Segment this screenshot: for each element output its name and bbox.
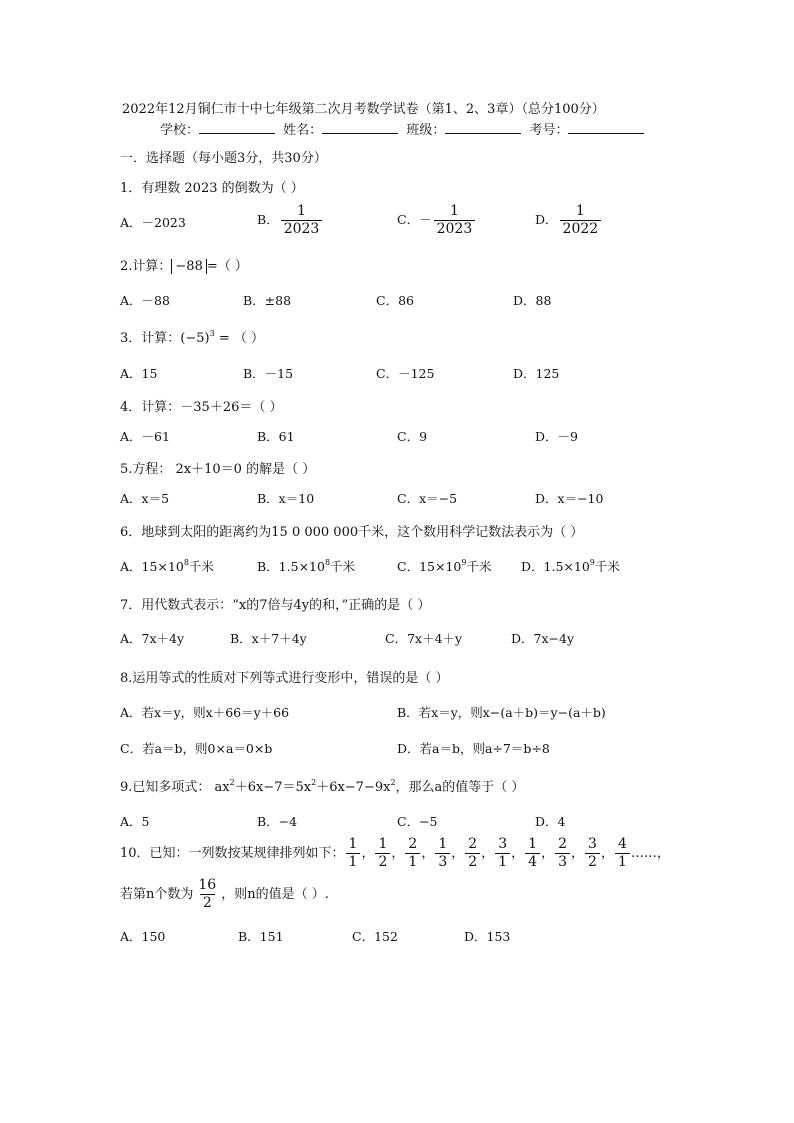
q4-option-c: C．9	[397, 429, 428, 444]
stem-text: 若第n个数为	[120, 887, 194, 902]
q8-option-c: C．若a＝b，则0×a＝0×b	[120, 741, 273, 756]
q9-option-c: C．−5	[397, 814, 438, 829]
fraction	[281, 203, 323, 238]
denominator: 3	[435, 853, 450, 871]
numerator: 16	[198, 877, 217, 893]
unit: 千米	[330, 559, 356, 574]
stem-text: 10．已知：一列数按某规律排列如下：	[120, 846, 345, 861]
q8-option-d: D．若a＝b，则a÷7＝b÷8	[397, 741, 550, 756]
q1-option-c	[397, 203, 477, 238]
q7-option-d: D．7x−4y	[511, 631, 575, 646]
sequence-fraction	[585, 836, 600, 871]
numerator: 4	[617, 836, 627, 852]
target-fraction	[195, 877, 219, 912]
question-6: 6．地球到太阳的距离约为15 0 000 000千米，这个数用科学记数法表示为（ ）	[120, 525, 584, 540]
question-10-line2	[120, 877, 329, 912]
denominator: 1	[405, 853, 420, 871]
q3-option-b: B．－15	[243, 366, 294, 381]
denominator: 2	[200, 894, 215, 912]
question-3	[120, 327, 264, 346]
question-10	[120, 836, 670, 871]
q7-option-b: B．x＋7＋4y	[230, 631, 307, 646]
question-2	[120, 255, 248, 274]
ellipsis: ……，	[630, 846, 670, 861]
power-base: (−5)	[180, 331, 210, 346]
exponent: 8	[183, 558, 189, 567]
option-text: C．15×10	[397, 559, 462, 574]
option-label: A．	[120, 215, 142, 230]
separator: ，	[391, 846, 405, 861]
exam-title: 2022年12月铜仁市十中七年级第二次月考数学试卷（第1、2、3章）（总分100分）	[122, 102, 605, 117]
class-label: 班级：	[406, 123, 446, 138]
student-info-line	[160, 119, 648, 138]
exponent: 3	[209, 329, 215, 338]
school-label: 学校：	[160, 123, 200, 138]
absolute-value: −88	[171, 259, 206, 274]
numerator: 2	[558, 836, 568, 852]
sequence-fraction	[405, 836, 420, 871]
numerator: 1	[575, 203, 585, 219]
q7-option-a: A．7x＋4y	[120, 631, 185, 646]
q3-option-c: C．－125	[376, 366, 435, 381]
section-title: 一．选择题（每小题3分，共30分）	[120, 151, 327, 166]
q5-option-a: A．x＝5	[120, 491, 170, 506]
denominator: 2	[585, 853, 600, 871]
q6-option-a	[120, 557, 214, 575]
fraction	[434, 203, 476, 238]
exponent: 2	[229, 778, 235, 787]
q3-option-a: A．15	[120, 366, 158, 381]
q6-option-d	[521, 557, 620, 575]
question-5: 5.方程： 2x＋10＝0 的解是（ ）	[120, 462, 316, 477]
q3-option-d: D．125	[513, 366, 560, 381]
separator: ，	[541, 846, 555, 861]
sequence-fraction	[495, 836, 510, 871]
stem-text: ＋6x−7−9x	[316, 780, 391, 795]
question-8: 8.运用等式的性质对下列等式进行变形中，错误的是（ ）	[120, 671, 449, 686]
q8-option-a: A．若x＝y，则x＋66＝y＋66	[120, 705, 290, 720]
q1-option-b	[257, 203, 324, 238]
exam-no-blank[interactable]	[568, 121, 644, 134]
numerator: 1	[297, 203, 306, 219]
unit: 千米	[466, 559, 492, 574]
separator: ，	[511, 846, 525, 861]
separator: ，	[600, 846, 614, 861]
q1-option-d	[535, 203, 603, 238]
sequence-fraction	[435, 836, 450, 871]
denominator: 2	[375, 853, 390, 871]
option-label: B．	[257, 212, 279, 227]
sequence-fraction	[555, 836, 570, 871]
denominator: 3	[555, 853, 570, 871]
denominator: 1	[495, 853, 510, 871]
separator: ，	[361, 846, 375, 861]
stem-text: 3．计算：	[120, 331, 181, 346]
q6-option-c	[397, 557, 491, 575]
stem-text: = （ ）	[214, 331, 264, 346]
name-label: 姓名：	[283, 123, 323, 138]
denominator: 2	[465, 853, 480, 871]
class-blank[interactable]	[445, 121, 521, 134]
denominator: 1	[346, 853, 361, 871]
stem-text: ，则n的值是（ ）.	[221, 887, 329, 902]
exponent: 9	[461, 558, 467, 567]
sequence-fraction	[465, 836, 480, 871]
option-text: A．15×10	[120, 559, 184, 574]
exponent: 8	[324, 558, 331, 567]
school-blank[interactable]	[199, 121, 275, 134]
q10-option-c: C．152	[352, 929, 398, 944]
q4-option-d: D．－9	[535, 429, 578, 444]
q2-option-b: B．±88	[243, 293, 292, 308]
exponent: 9	[589, 558, 595, 567]
q10-option-b: B．151	[238, 929, 284, 944]
q9-option-b: B．−4	[257, 814, 298, 829]
exponent: 2	[390, 778, 396, 787]
question-1: 1．有理数 2023 的倒数为（ ）	[120, 181, 304, 196]
q9-option-d: D．4	[535, 814, 566, 829]
separator: ，	[421, 846, 435, 861]
q2-option-d: D．88	[513, 293, 552, 308]
unit: 千米	[594, 559, 620, 574]
stem-text: ＋6x−7＝5x	[234, 780, 312, 795]
denominator: 2023	[434, 220, 476, 238]
option-text: D．1.5×10	[521, 559, 590, 574]
unit: 千米	[188, 559, 214, 574]
q10-option-a: A．150	[120, 929, 166, 944]
sequence-fraction	[375, 836, 390, 871]
numerator: 1	[348, 836, 358, 852]
numerator: 3	[498, 836, 508, 852]
q5-option-d: D．x＝−10	[535, 491, 604, 506]
numerator: 2	[408, 836, 418, 852]
numerator: 1	[449, 203, 459, 219]
question-4: 4．计算：－35＋26＝（ ）	[120, 400, 283, 415]
option-label: D．	[535, 212, 558, 227]
question-9	[120, 776, 524, 795]
number-sequence	[345, 836, 631, 870]
numerator: 1	[438, 836, 448, 852]
q4-option-a: A．－61	[120, 429, 170, 444]
stem-text: ，那么a的值等于（ ）	[395, 780, 525, 795]
q4-option-b: B．61	[257, 429, 295, 444]
q5-option-c: C．x＝−5	[397, 491, 458, 506]
denominator: 2023	[281, 220, 323, 238]
q9-option-a: A．5	[120, 814, 150, 829]
q8-option-b: B．若x＝y，则x−(a＋b)＝y−(a＋b)	[397, 705, 606, 720]
numerator: 3	[588, 836, 597, 852]
q7-option-c: C．7x＋4＋y	[385, 631, 463, 646]
q5-option-b: B．x＝10	[257, 491, 315, 506]
q1-option-a	[120, 213, 186, 231]
fraction	[560, 203, 602, 238]
numerator: 1	[528, 836, 538, 852]
sequence-fraction	[615, 836, 630, 871]
stem-text: 9.已知多项式： ax	[120, 780, 230, 795]
question-7: 7．用代数式表示：“x的7倍与4y的和，”正确的是（ ）	[120, 598, 431, 613]
exponent: 2	[311, 778, 317, 787]
separator: ，	[571, 846, 585, 861]
stem-text: =（ ）	[206, 259, 248, 274]
denominator: 1	[615, 853, 630, 871]
denominator: 2022	[560, 220, 602, 238]
option-text: B．1.5×10	[257, 559, 325, 574]
minus-sign: －	[419, 212, 432, 227]
denominator: 4	[525, 853, 540, 871]
exam-no-label: 考号：	[529, 123, 569, 138]
separator: ，	[481, 846, 495, 861]
name-blank[interactable]	[322, 121, 398, 134]
separator: ，	[451, 846, 465, 861]
option-label: C．	[397, 212, 420, 227]
q2-option-a: A．－88	[120, 293, 170, 308]
sequence-fraction	[525, 836, 540, 871]
numerator: 2	[468, 836, 478, 852]
option-value: －2023	[141, 215, 186, 230]
q6-option-b	[257, 557, 355, 575]
sequence-fraction	[346, 836, 361, 871]
q10-option-d: D．153	[464, 929, 511, 944]
numerator: 1	[378, 836, 388, 852]
stem-text: 2.计算：	[120, 259, 172, 274]
q2-option-c: C．86	[376, 293, 414, 308]
